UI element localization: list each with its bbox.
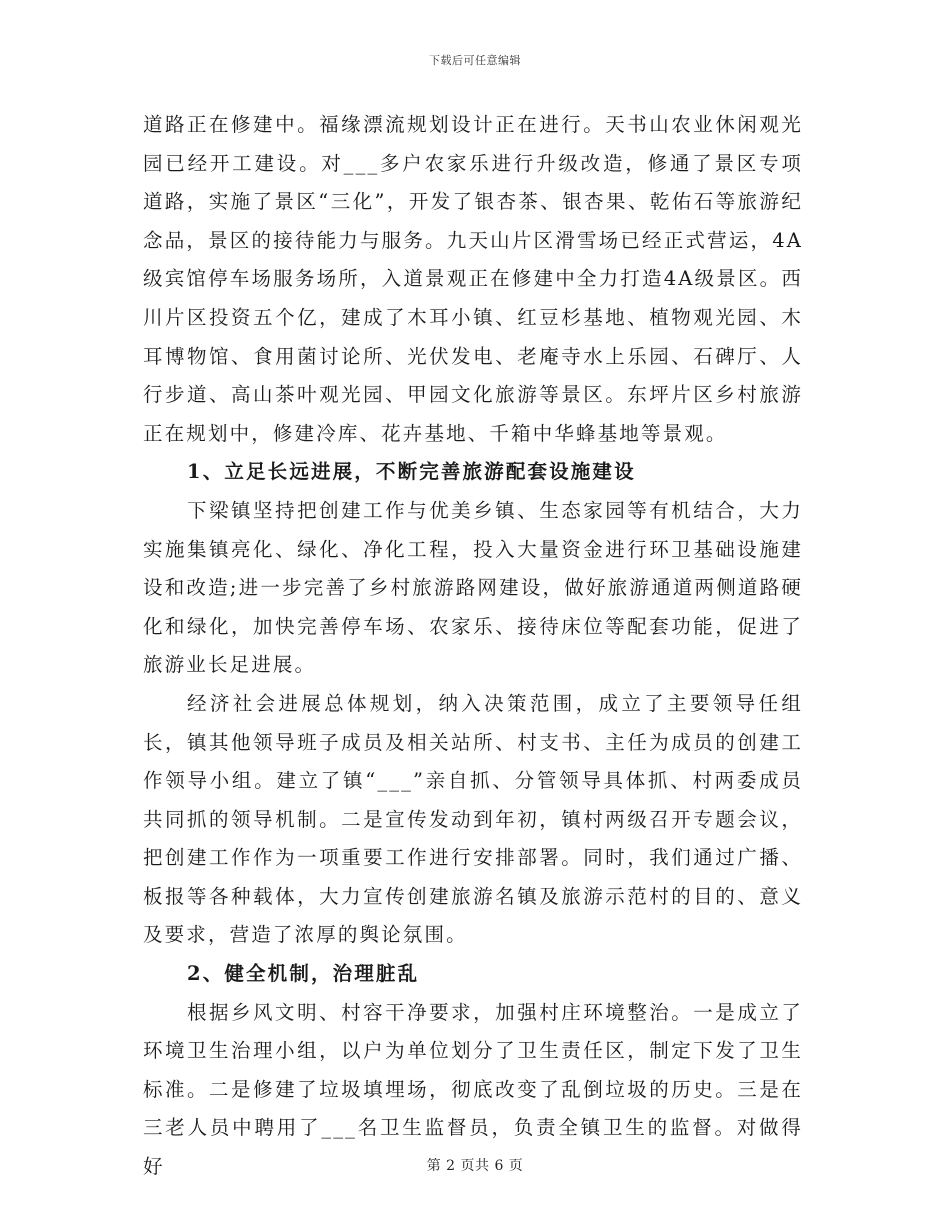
page-header: 下载后可任意编辑 [429, 54, 521, 67]
section-heading-2: 2、健全机制，治理脏乱 [187, 962, 420, 986]
paragraph-sanitation: 根据乡风文明、村容干净要求，加强村庄环境整治。一是成立了环境卫生治理小组，以户为单位划分了卫生责任区，制定下发了卫生标准。二是修建了垃圾填埋场，彻底改变了乱倒垃圾的历史。三是在三老人员中聘用了___名卫生监督员，负责全镇卫生的监督。对做得好 [143, 1000, 803, 1179]
section-heading-1: 1、立足长远进展，不断完善旅游配套设施建设 [187, 460, 636, 484]
paragraph-infrastructure: 下梁镇坚持把创建工作与优美乡镇、生态家园等有机结合，大力实施集镇亮化、绿化、净化工程，投入大量资金进行环卫基础设施建设和改造;进一步完善了乡村旅游路网建设，做好旅游通道两侧道路硬化和绿化，加快完善停车场、农家乐、接待床位等配套功能，促进了旅游业长足进展。 [143, 498, 803, 677]
document-body [143, 106, 803, 1187]
page-footer: 第 2 页共 6 页 [426, 1158, 524, 1174]
paragraph-leadership: 经济社会进展总体规划，纳入决策范围，成立了主要领导任组长，镇其他领导班子成员及相关站所、村支书、主任为成员的创建工作领导小组。建立了镇“___”亲自抓、分管领导具体抓、村两委成员共同抓的领导机制。二是宣传发动到年初，镇村两级召开专题会议，把创建工作作为一项重要工作进行安排部署。同时，我们通过广播、板报等各种载体，大力宣传创建旅游名镇及旅游示范村的目的、意义及要求，营造了浓厚的舆论氛围。 [143, 691, 803, 947]
paragraph-tourism-projects: 道路正在修建中。福缘漂流规划设计正在进行。天书山农业休闲观光园已经开工建设。对___多户农家乐进行升级改造，修通了景区专项道路，实施了景区“三化”，开发了银杏茶、银杏果、乾佑石等旅游纪念品，景区的接待能力与服务。九天山片区滑雪场已经正式营运，4A级宾馆停车场服务场所，入道景观正在修建中全力打造4A级景区。西川片区投资五个亿，建成了木耳小镇、红豆杉基地、植物观光园、木耳博物馆、食用菌讨论所、光伏发电、老庵寺水上乐园、石碑厅、人行步道、高山茶叶观光园、甲园文化旅游等景区。东坪片区乡村旅游正在规划中，修建冷库、花卉基地、千箱中华蜂基地等景观。 [143, 113, 803, 445]
